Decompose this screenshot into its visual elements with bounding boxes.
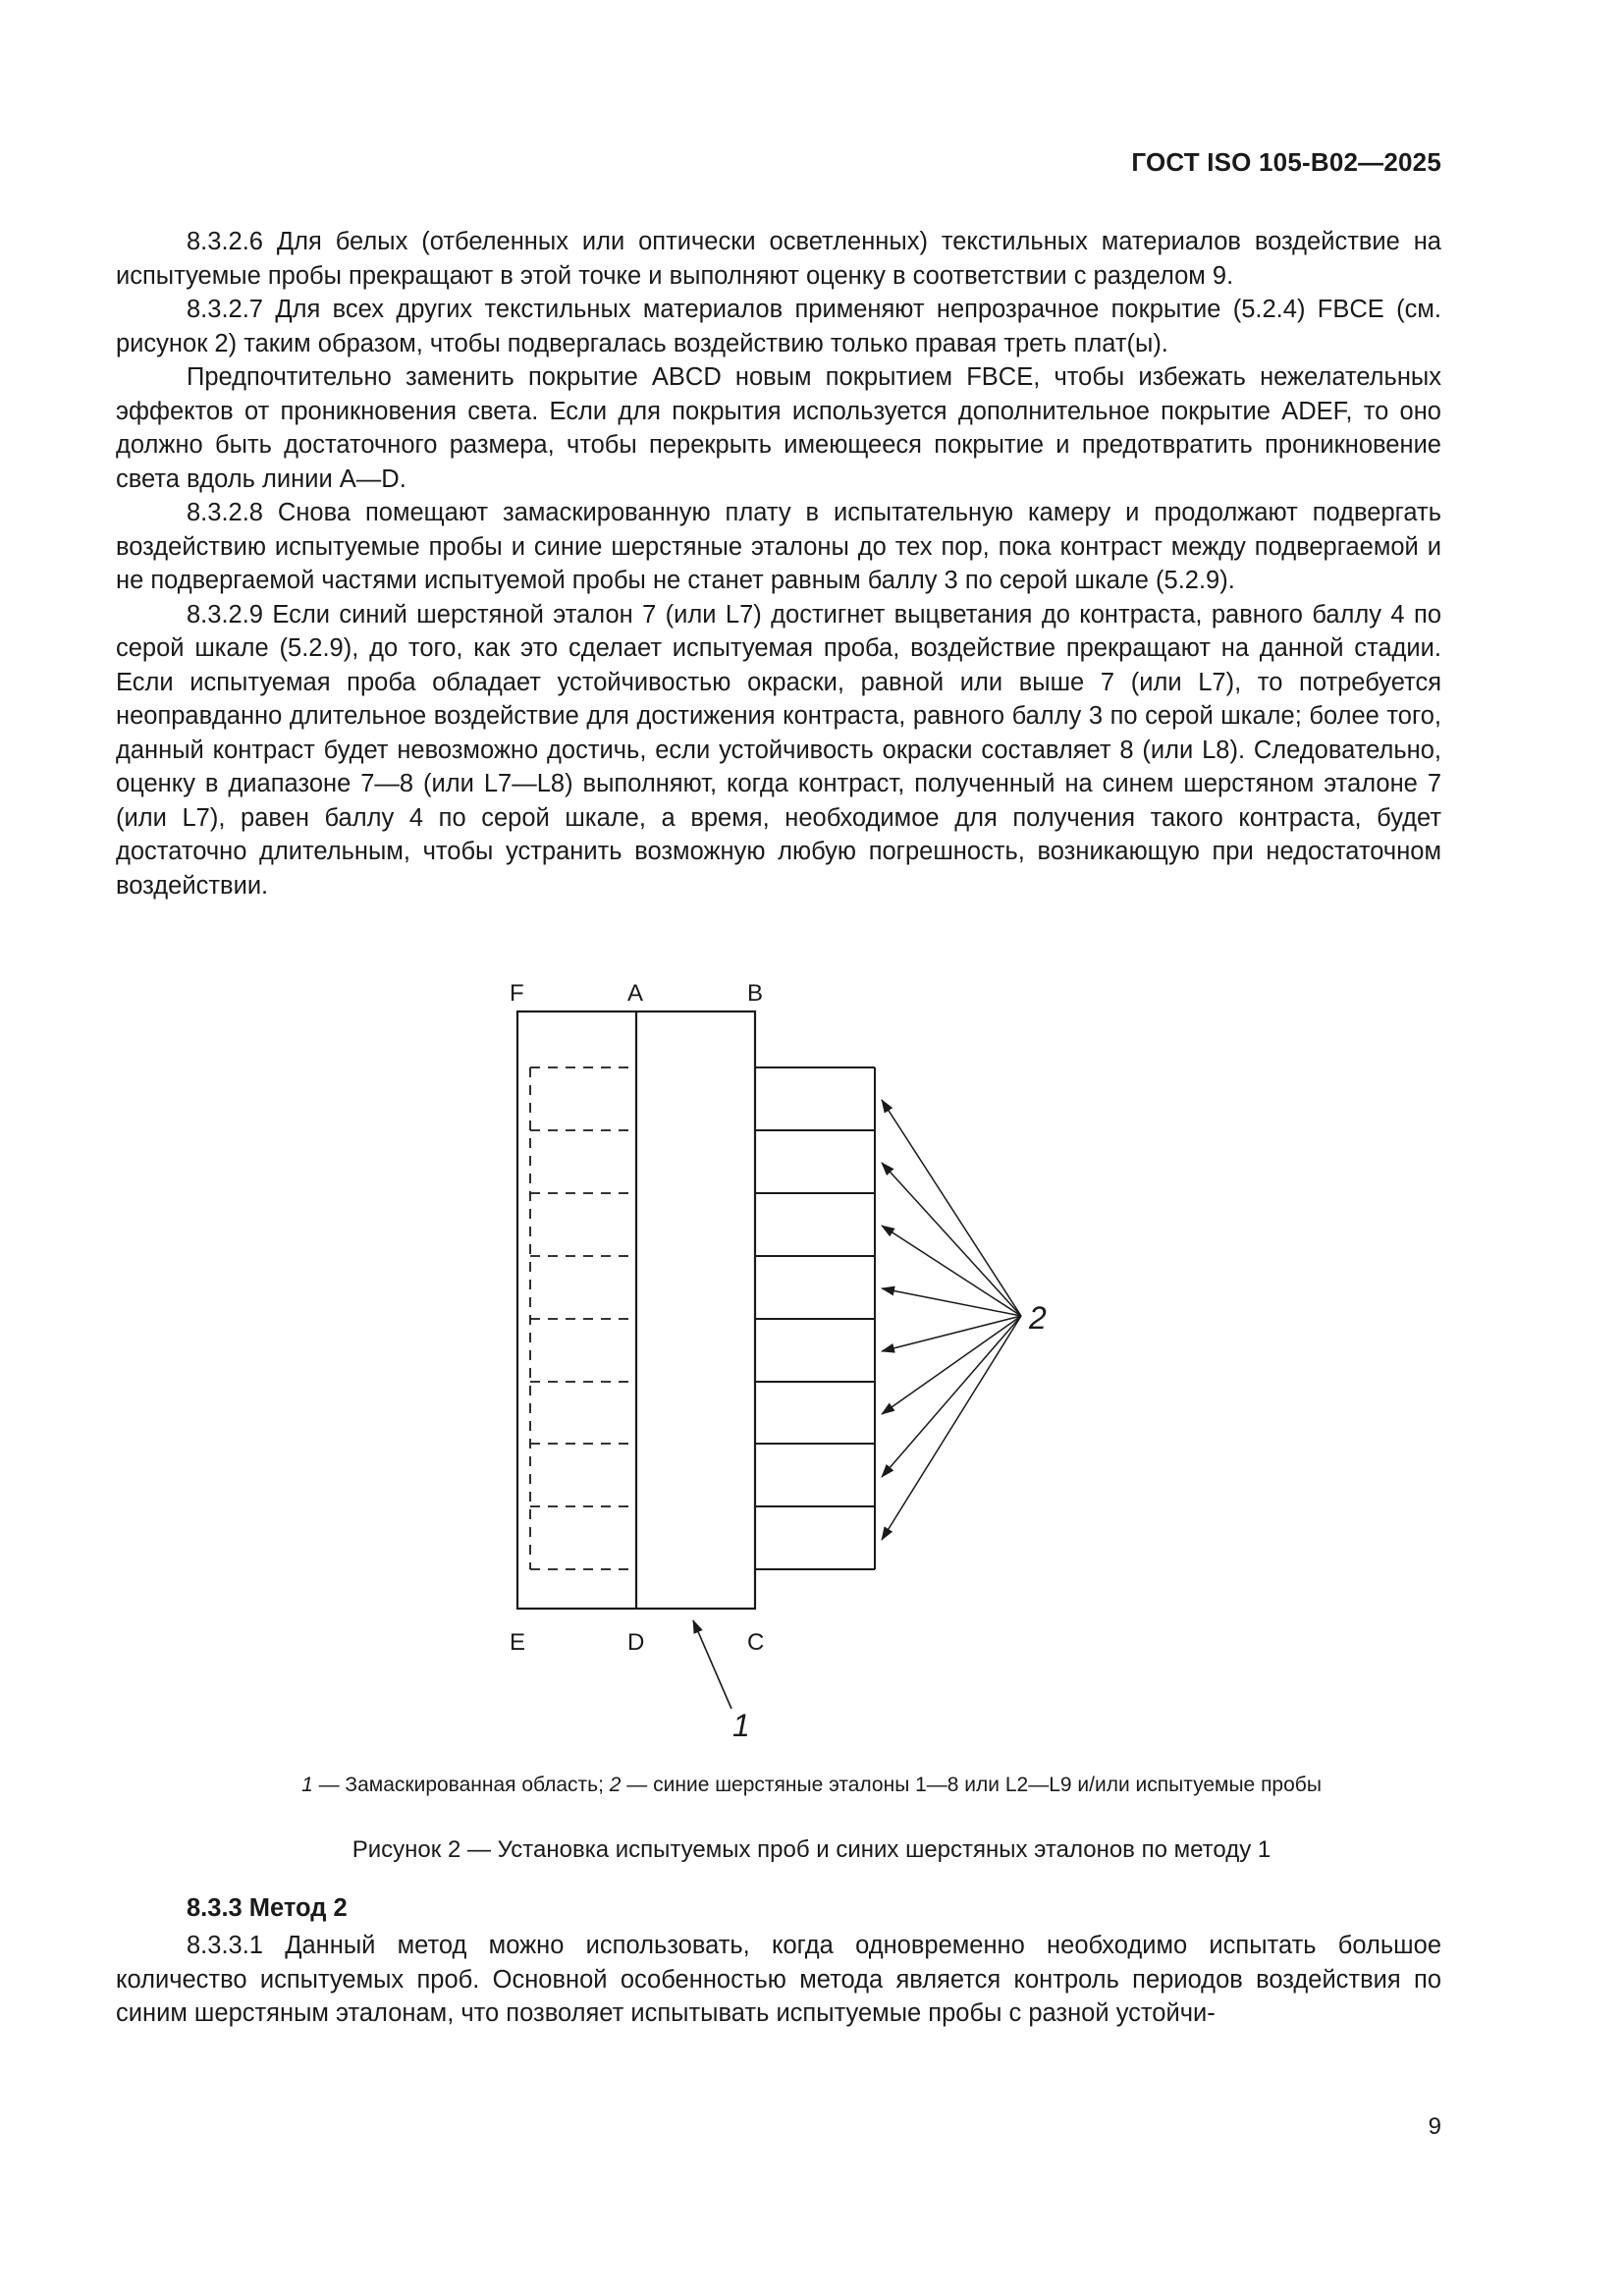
dashed-specimen-boxes bbox=[530, 1067, 636, 1569]
paragraph-8-3-3-1: 8.3.3.1 Данный метод можно использовать, когда одновременно необходимо испытать большое количество испытуемых проб. Основной особенностью метода является контроль периодов воздействия по синим шерстяным эталонам, что позволяет испытывать испытуемые пробы с разной устойчи- bbox=[116, 1932, 1441, 2027]
paragraph-8-3-2-8: 8.3.2.8 Снова помещают замаскированную плату в испытательную камеру и продолжают подвергать воздействию испытуемые пробы и синие шерстяные эталоны до тех пор, пока контраст между подвергаемой и не подвергаемой частями испытуемой пробы не станет равным баллу 3 по серой шкале (5.2.9). bbox=[116, 499, 1441, 594]
page-header-standard-id: ГОСТ ISO 105-B02—2025 bbox=[1131, 147, 1441, 177]
label-d: D bbox=[627, 1629, 645, 1656]
page-number: 9 bbox=[1428, 2113, 1441, 2140]
callout-1-number: 1 bbox=[732, 1708, 750, 1743]
paragraph-8-3-2-7: 8.3.2.7 Для всех других текстильных материалов применяют непрозрачное покрытие (5.2.4) FBCE (см. рисунок 2) таким образом, чтобы подвергалась воздействию только правая треть плат(ы). bbox=[116, 296, 1441, 357]
callout-2-number: 2 bbox=[1029, 1300, 1047, 1336]
section-heading-8-3-3: 8.3.3 Метод 2 bbox=[187, 1894, 348, 1922]
label-e: E bbox=[510, 1629, 526, 1656]
label-f: F bbox=[510, 980, 524, 1007]
body-text-bottom bbox=[116, 1929, 1441, 2031]
figure-legend bbox=[0, 1774, 1623, 1797]
legend-text-2: — синие шерстяные эталоны 1—8 или L2—L9 и/или испытуемые пробы bbox=[621, 1774, 1322, 1796]
legend-number-1: 1 bbox=[301, 1774, 313, 1796]
exposed-specimen-boxes bbox=[755, 1067, 875, 1569]
body-text-top bbox=[116, 225, 1441, 902]
paragraph-cover-replacement: Предпочтительно заменить покрытие ABCD новым покрытием FBCE, чтобы избежать нежелательных эффектов от проникновения света. Если для покрытия используется дополнительное покрытие ADEF, то оно должно быть достаточного размера, чтобы перекрыть имеющееся покрытие и предотвратить проникновение света вдоль линии A—D. bbox=[116, 363, 1441, 493]
paragraph-8-3-2-6: 8.3.2.6 Для белых (отбеленных или оптически осветленных) текстильных материалов воздействие на испытуемые пробы прекращают в этой точке и выполняют оценку в соответствии с разделом 9. bbox=[116, 228, 1441, 290]
label-a: A bbox=[627, 980, 644, 1007]
figure-2-diagram bbox=[0, 972, 1623, 1758]
label-b: B bbox=[747, 980, 764, 1007]
callout-2-leaders bbox=[882, 1100, 1021, 1540]
callout-1-leader bbox=[693, 1620, 731, 1709]
figure-caption: Рисунок 2 — Установка испытуемых проб и синих шерстяных эталонов по методу 1 bbox=[352, 1836, 1271, 1863]
legend-text-1: — Замаскированная область; bbox=[312, 1774, 610, 1796]
figure-2 bbox=[0, 972, 1623, 1758]
paragraph-8-3-2-9: 8.3.2.9 Если синий шерстяной эталон 7 (или L7) достигнет выцветания до контраста, равного баллу 4 по серой шкале (5.2.9), до того, как это сделает испытуемая проба, воздействие прекращают на данной стадии. Если испытуемая проба обладает устойчивостью окраски, равной или выше 7 (или L7), то потребуется неоправданно длительное воздействие для достижения контраста, равного баллу 3 по серой шкале; более того, данный контраст будет невозможно достичь, если устойчивость окраски составляет 8 (или L8). Следовательно, оценку в диапазоне 7—8 (или L7—L8) выполняют, когда контраст, полученный на синем шерстяном эталоне 7 (или L7), равен баллу 4 по серой шкале, а время, необходимое для получения такого контраста, будет достаточно длительным, чтобы устранить возможную любую погрешность, возникающую при недостаточном воздействии. bbox=[116, 600, 1441, 900]
legend-number-2: 2 bbox=[609, 1774, 622, 1796]
label-c: C bbox=[747, 1629, 765, 1656]
